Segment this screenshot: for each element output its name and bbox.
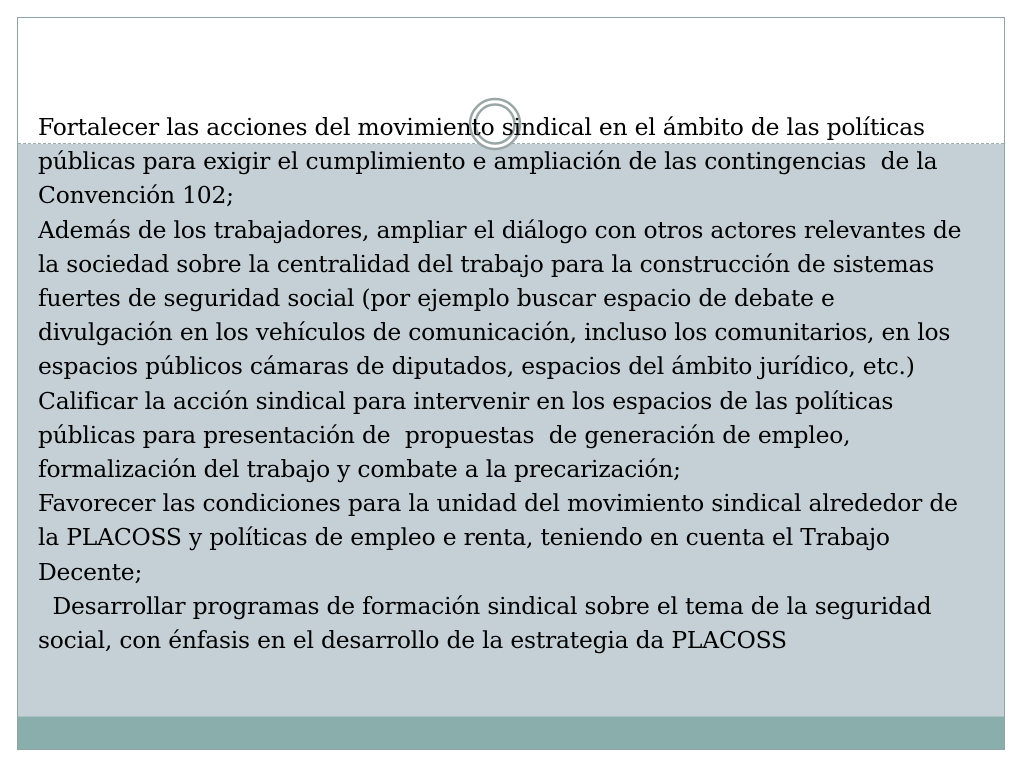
paragraph-fortalecer: Fortalecer las acciones del movimiento sindical en el ámbito de las políticas públicas para exigir el cumplimiento e ampliación de las contingencias de la Convención 102; <box>38 113 952 210</box>
paragraph-calificar: Calificar la acción sindical para intervenir en los espacios de las políticas públicas para presentación de propuestas de generación de empleo, formalización del trabajo y combate a la precarización; <box>38 386 901 484</box>
paragraph-desarrollar: Desarrollar programas de formación sindical sobre el tema de la seguridad social, con énfasis en el desarrollo de la estrategia da PLACOSS <box>38 591 939 655</box>
slide-footer-band <box>18 716 1004 750</box>
paragraph-ademas: Además de los trabajadores, ampliar el diálogo con otros actores relevantes de la sociedad sobre la centralidad del trabajo para la construcción de sistemas fuertes de seguridad social (por ejemplo buscar espacio de debate e divulgación en los vehículos de comunicación, incluso los comunitarios, en los espacios públicos cámaras de diputados, espacios del ámbito jurídico, etc.) <box>38 215 969 381</box>
paragraph-favorecer: Favorecer las condiciones para la unidad del movimiento sindical alrededor de la PLACOSS y políticas de empleo e renta, teniendo en cuenta el Trabajo Decente; <box>38 489 966 586</box>
slide-text-body <box>38 110 973 657</box>
